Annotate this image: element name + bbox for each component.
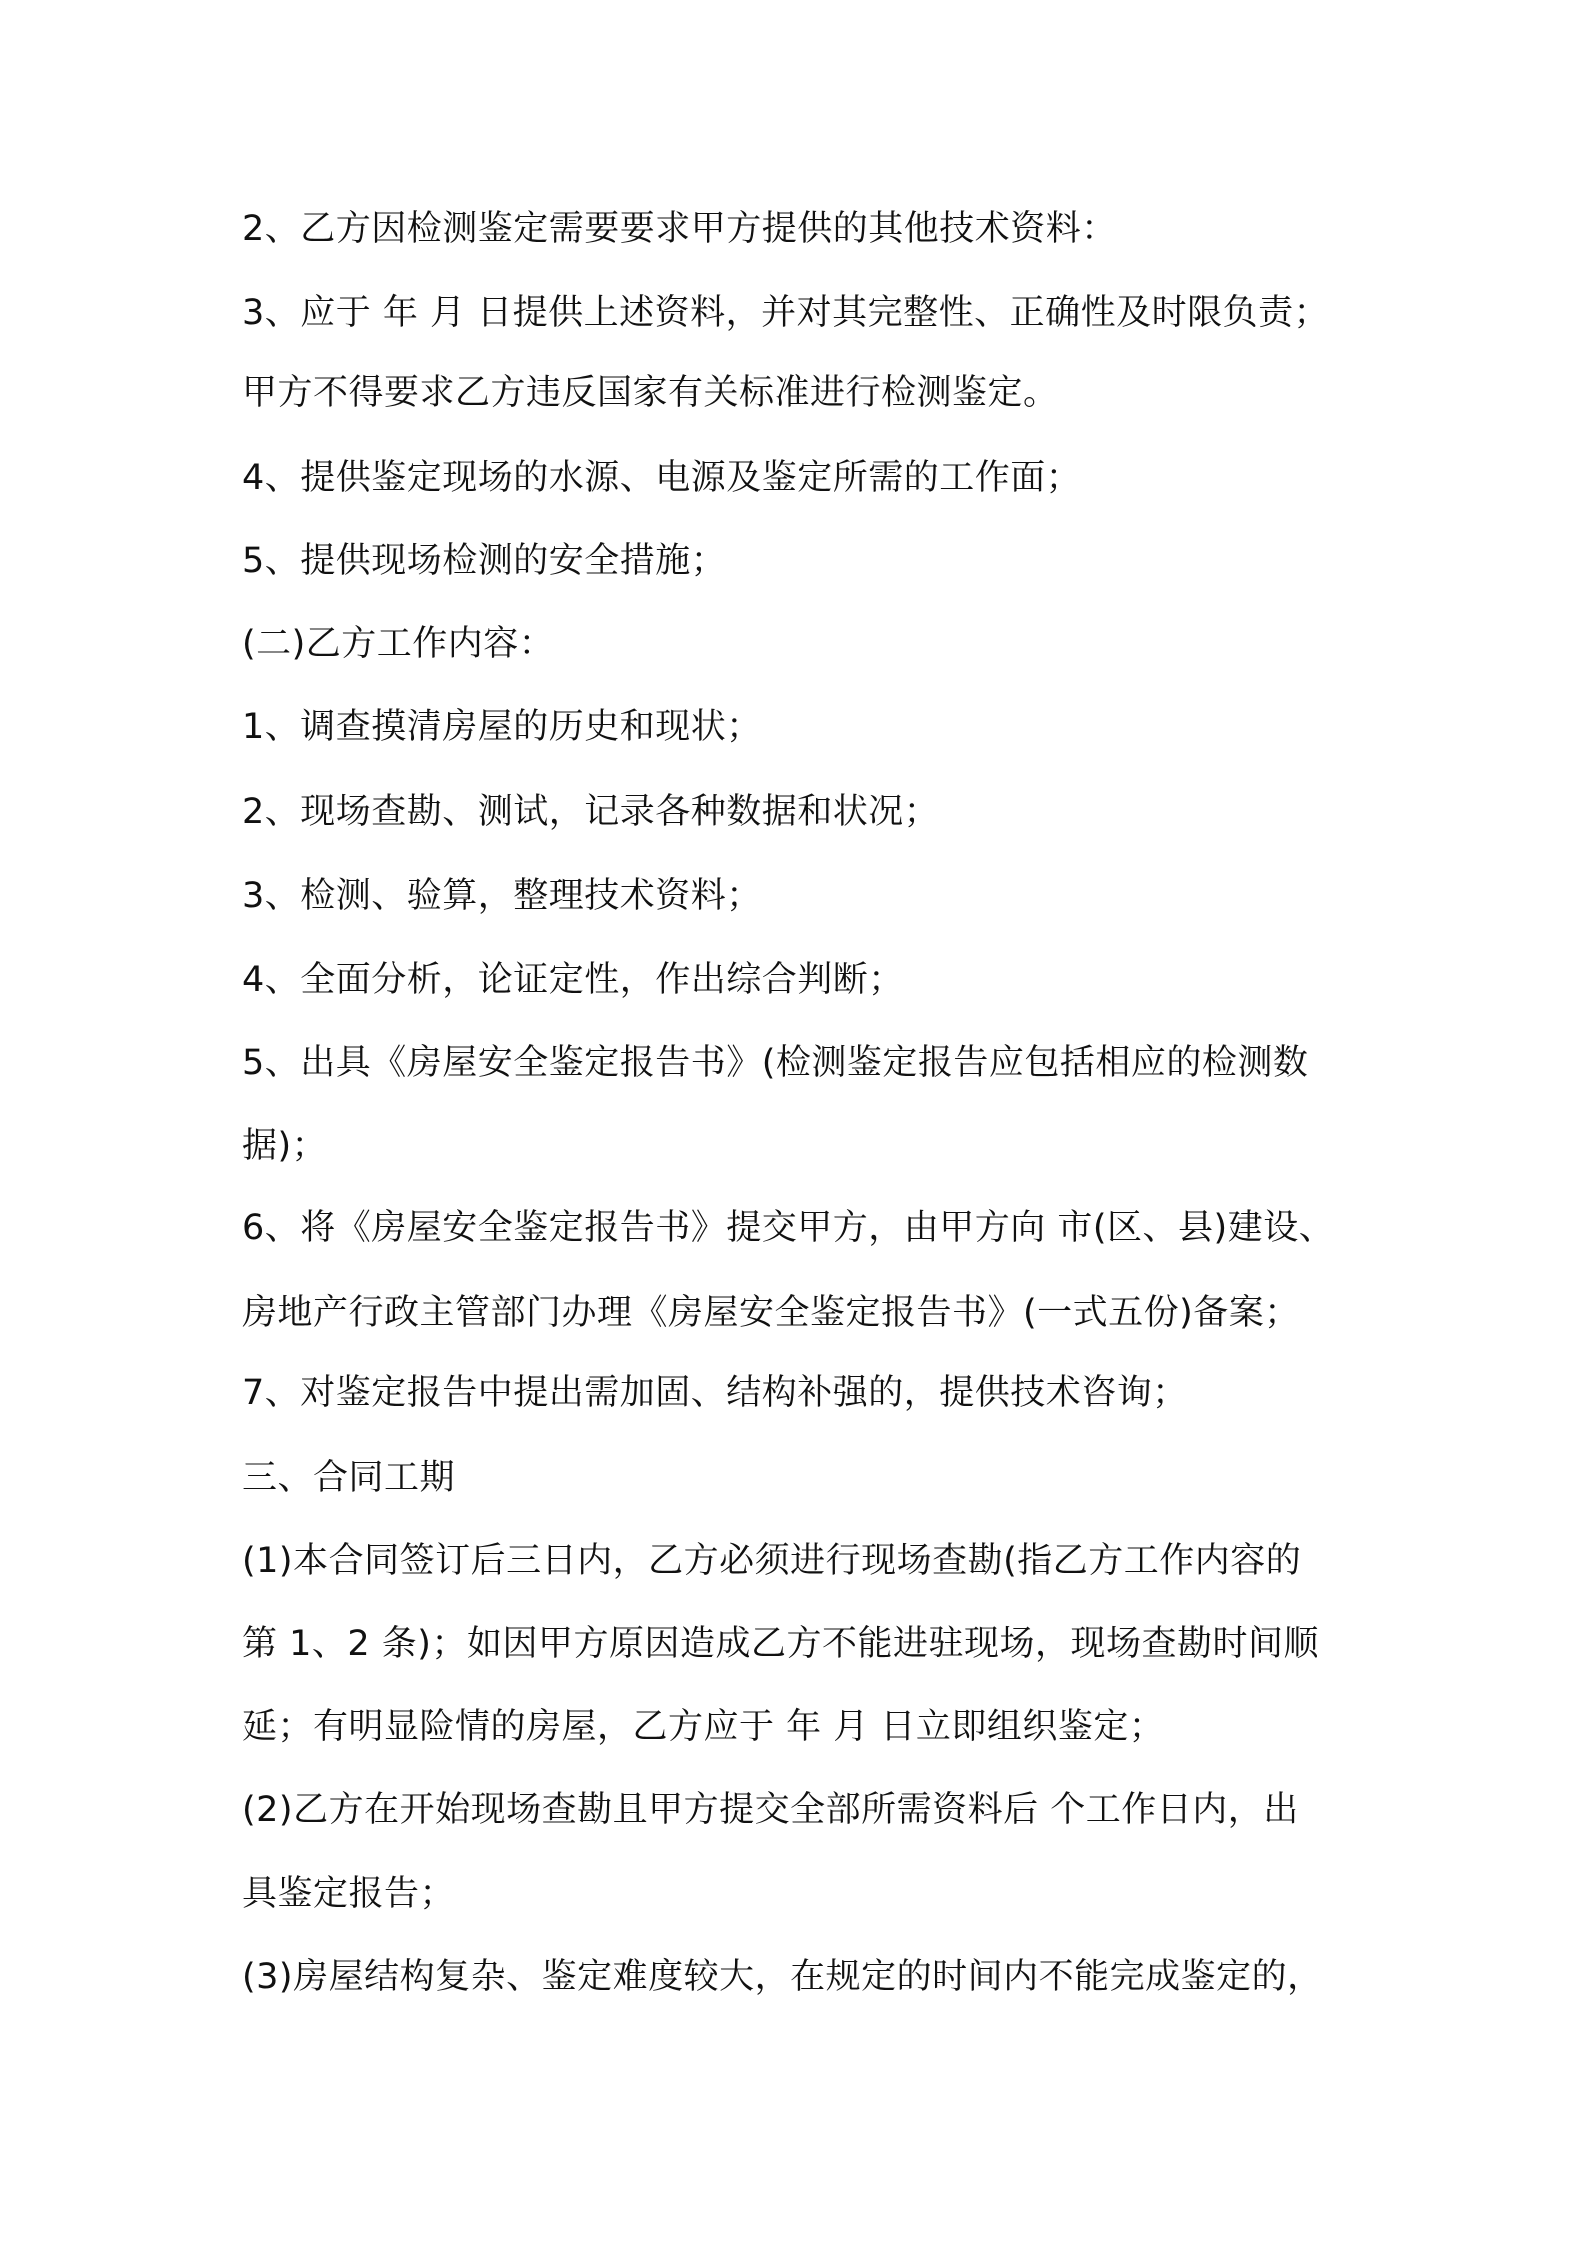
text-line: 延；有明显险情的房屋，乙方应于 年 月 日立即组织鉴定；: [242, 1707, 1165, 1747]
text-line: 5、提供现场检测的安全措施；: [242, 541, 727, 581]
text-line: 7、对鉴定报告中提出需加固、结构补强的，提供技术咨询；: [242, 1373, 1188, 1413]
text-line: 具鉴定报告；: [242, 1874, 456, 1914]
text-line: 4、提供鉴定现场的水源、电源及鉴定所需的工作面；: [242, 458, 1082, 498]
text-line: 3、检测、验算，整理技术资料；: [242, 876, 762, 916]
text-line: (2)乙方在开始现场查勘且甲方提交全部所需资料后 个工作日内，出: [242, 1790, 1299, 1830]
section-heading: (二)乙方工作内容：: [242, 624, 555, 664]
text-line: 2、乙方因检测鉴定需要要求甲方提供的其他技术资料：: [242, 209, 1117, 249]
text-line: (3)房屋结构复杂、鉴定难度较大，在规定的时间内不能完成鉴定的，: [242, 1957, 1323, 1997]
text-line: 甲方不得要求乙方违反国家有关标准进行检测鉴定。: [242, 373, 1059, 413]
text-line: 5、出具《房屋安全鉴定报告书》(检测鉴定报告应包括相应的检测数: [242, 1043, 1309, 1083]
section-heading: 三、合同工期: [242, 1458, 456, 1498]
text-line: 房地产行政主管部门办理《房屋安全鉴定报告书》(一式五份)备案；: [242, 1293, 1300, 1333]
text-line: (1)本合同签订后三日内，乙方必须进行现场查勘(指乙方工作内容的: [242, 1541, 1302, 1581]
text-line: 据)；: [242, 1126, 328, 1166]
text-line: 6、将《房屋安全鉴定报告书》提交甲方，由甲方向 市(区、县)建设、: [242, 1208, 1335, 1248]
text-line: 2、现场查勘、测试，记录各种数据和状况；: [242, 792, 940, 832]
text-line: 4、全面分析，论证定性，作出综合判断；: [242, 960, 904, 1000]
text-line: 3、应于 年 月 日提供上述资料，并对其完整性、正确性及时限负责；: [242, 293, 1330, 333]
text-line: 第 1、2 条)；如因甲方原因造成乙方不能进驻现场，现场查勘时间顺: [242, 1624, 1319, 1664]
text-line: 1、调查摸清房屋的历史和现状；: [242, 707, 762, 747]
